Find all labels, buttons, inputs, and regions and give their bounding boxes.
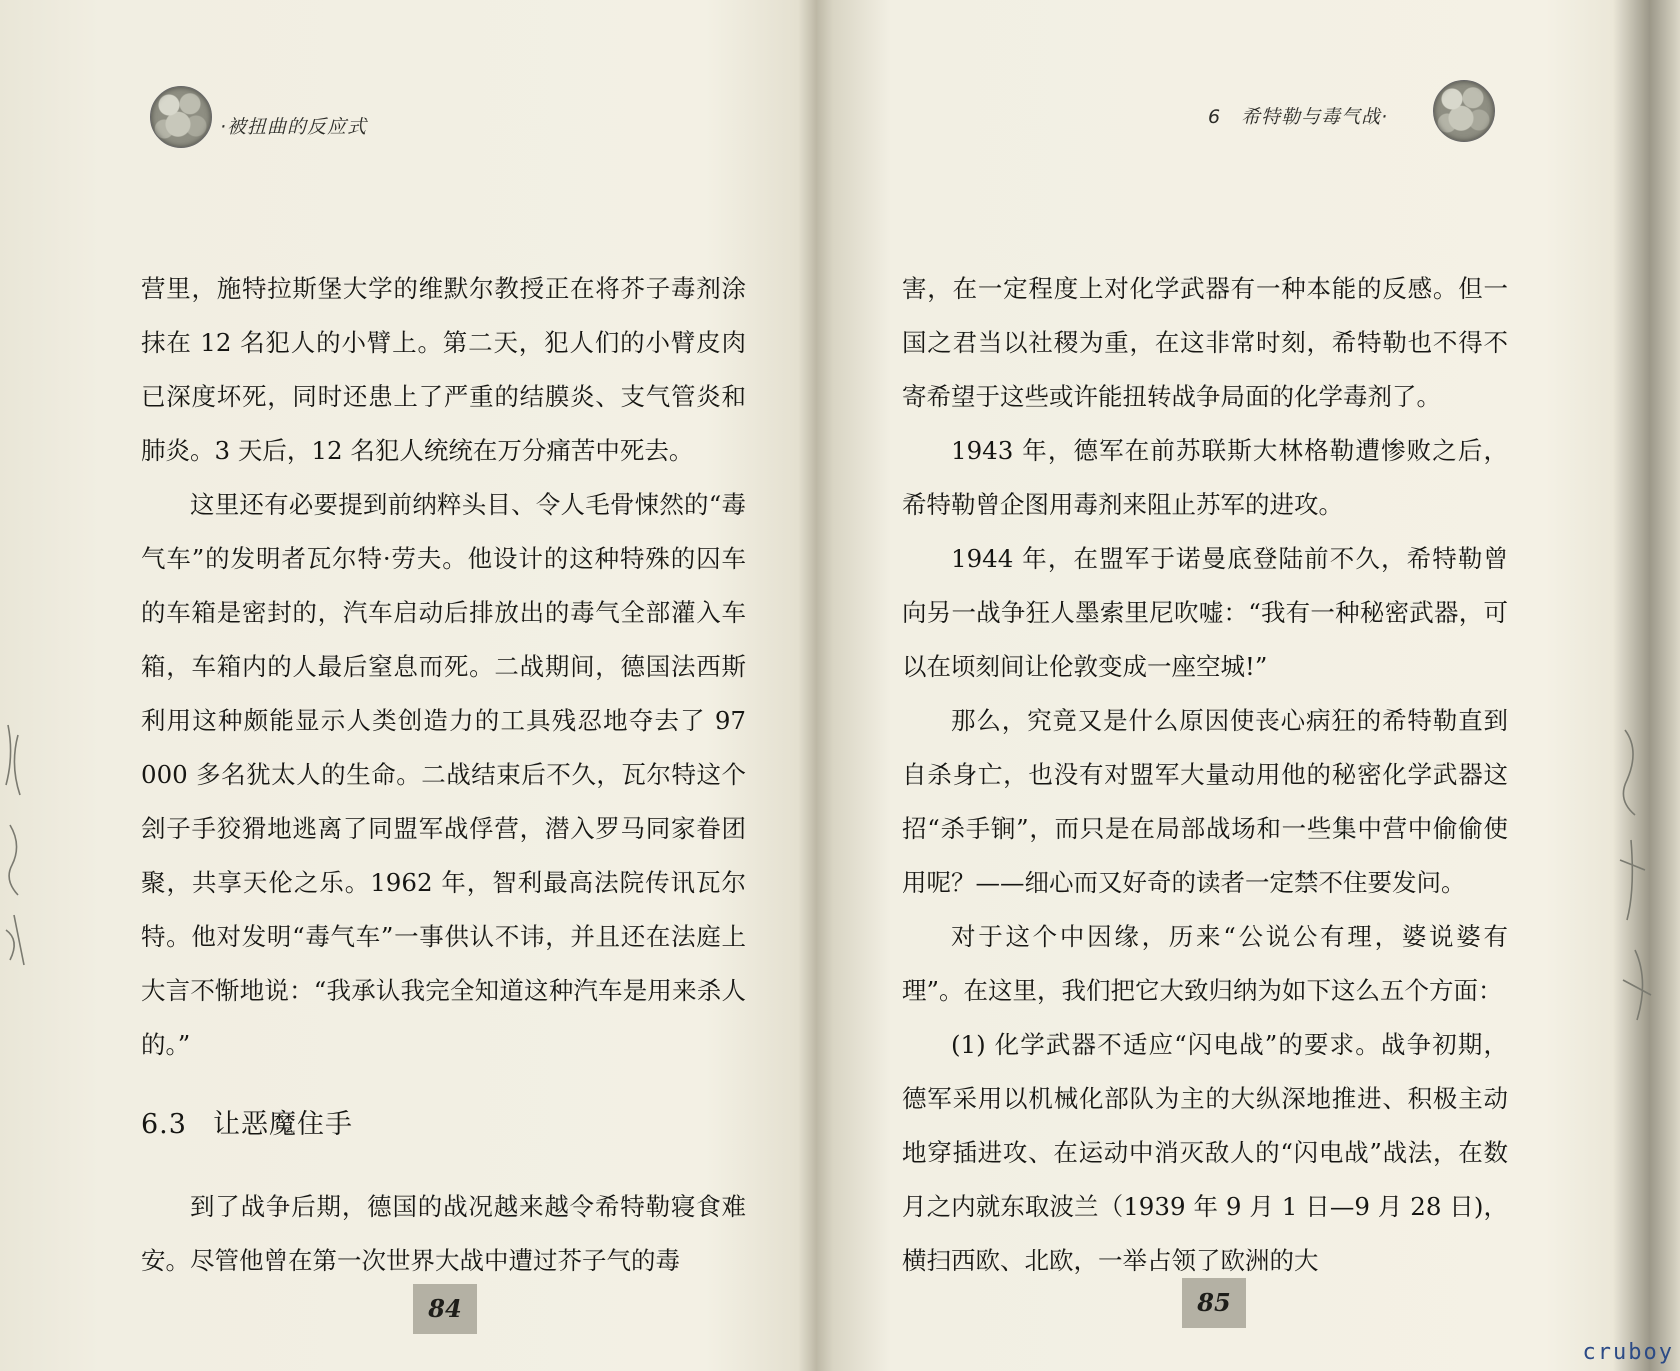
section-number: 6.3 — [141, 1109, 187, 1140]
paragraph: 营里，施特拉斯堡大学的维默尔教授正在将芥子毒剂涂抹在 12 名犯人的小臂上。第二天，犯人们的小臂皮肉已深度坏死，同时还患上了严重的结膜炎、支气管炎和肺炎。3 天后，12 名犯人统统在万分痛苦中死去。 — [141, 274, 746, 465]
paragraph: 对于这个中因缘，历来“公说公有理，婆说婆有理”。在这里，我们把它大致归纳为如下这么五个方面： — [902, 922, 1508, 1005]
molecule-ornament-icon-right — [1433, 80, 1495, 142]
paragraph: 这里还有必要提到前纳粹头目、令人毛骨悚然的“毒气车”的发明者瓦尔特·劳夫。他设计的这种特殊的囚车的车箱是密封的，汽车启动后排放出的毒气全部灌入车箱，车箱内的人最后窒息而死。二战期间，德国法西斯利用这种颇能显示人类创造力的工具残忍地夺去了 97 000 多名犹太人的生命。二战结束后不久，瓦尔特这个刽子手狡猾地逃离了同盟军战俘营，潜入罗马同家眷团聚，共享天伦之乐。1962 年，智利最高法院传讯瓦尔特。他对发明“毒气车”一事供认不讳，并且还在法庭上大言不惭地说：“我承认我完全知道这种汽车是用来杀人的。” — [141, 490, 746, 1059]
left-body-text — [141, 262, 746, 1288]
pencil-marks-right — [1605, 720, 1665, 1050]
scanner-watermark: cruboy — [1582, 1340, 1674, 1365]
right-paragraphs — [902, 262, 1508, 1288]
left-page — [0, 0, 800, 1371]
section-heading — [141, 1098, 746, 1152]
left-paragraphs-before — [141, 262, 746, 1072]
paragraph: 到了战争后期，德国的战况越来越令希特勒寝食难安。尽管他曾在第一次世界大战中遭过芥子气的毒 — [141, 1192, 746, 1275]
molecule-ornament-icon — [150, 86, 212, 148]
left-paragraphs-after — [141, 1180, 746, 1288]
paragraph: (1) 化学武器不适应“闪电战”的要求。战争初期，德军采用以机械化部队为主的大纵深地推进、积极主动地穿插进攻、在运动中消灭敌人的“闪电战”战法，在数月之内就东取波兰（1939 年 9 月 1 日—9 月 28 日)，横扫西欧、北欧，一举占领了欧洲的大 — [902, 1030, 1508, 1275]
right-page — [800, 0, 1680, 1371]
paragraph: 害，在一定程度上对化学武器有一种本能的反感。但一国之君当以社稷为重，在这非常时刻，希特勒也不得不寄希望于这些或许能扭转战争局面的化学毒剂了。 — [902, 274, 1508, 411]
page-number-left: 84 — [413, 1284, 477, 1334]
running-header-right: 6 希特勒与毒气战· — [1208, 106, 1389, 128]
right-body-text — [902, 262, 1508, 1288]
section-title: 让恶魔住手 — [212, 1109, 353, 1140]
running-header-left: ·被扭曲的反应式 — [220, 116, 368, 138]
paragraph: 1943 年，德军在前苏联斯大林格勒遭惨败之后，希特勒曾企图用毒剂来阻止苏军的进攻。 — [902, 436, 1508, 519]
pencil-marks-left — [0, 715, 40, 975]
page-number-right: 85 — [1182, 1278, 1246, 1328]
paragraph: 那么，究竟又是什么原因使丧心病狂的希特勒直到自杀身亡，也没有对盟军大量动用他的秘密化学武器这招“杀手锏”，而只是在局部战场和一些集中营中偷偷使用呢？——细心而又好奇的读者一定禁不住要发问。 — [902, 706, 1508, 897]
paragraph: 1944 年，在盟军于诺曼底登陆前不久，希特勒曾向另一战争狂人墨索里尼吹嘘：“我有一种秘密武器，可以在顷刻间让伦敦变成一座空城!” — [902, 544, 1508, 681]
